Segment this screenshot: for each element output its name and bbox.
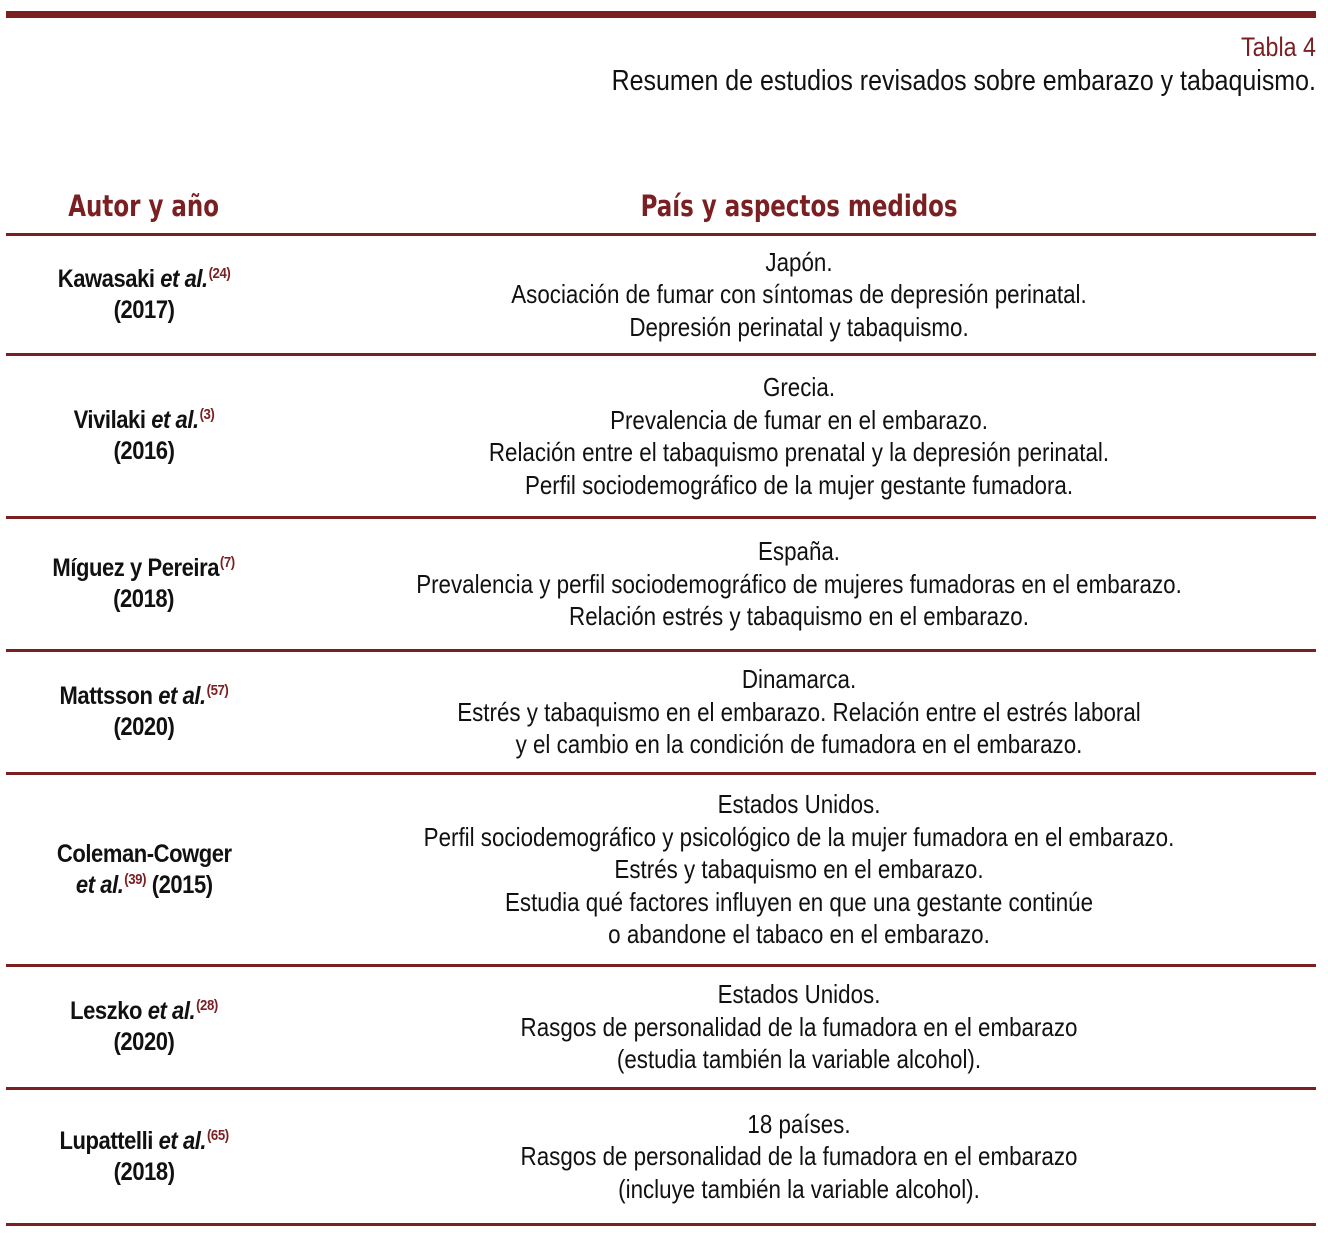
- reference-number: (3): [199, 406, 215, 423]
- author-cell: [6, 774, 282, 966]
- country: 18 países.: [747, 1108, 851, 1139]
- studies-table: [6, 178, 1316, 1226]
- author-cell: [6, 651, 282, 774]
- aspect-line: Relación entre el tabaquismo prenatal y la depresión perinatal.: [488, 437, 1110, 467]
- author-cell: [6, 966, 282, 1089]
- author-name: Leszko: [70, 997, 143, 1025]
- et-al: et al.: [158, 1126, 206, 1155]
- et-al: et al.: [160, 264, 208, 293]
- table-row: [6, 355, 1316, 518]
- country: España.: [757, 536, 841, 567]
- table-row: [6, 966, 1316, 1089]
- author-year: (2018): [113, 1157, 175, 1186]
- aspect-line: (estudia también la variable alcohol).: [616, 1044, 982, 1075]
- reference-number: (39): [124, 870, 146, 888]
- author-year: (2020): [113, 713, 175, 741]
- table-row: [6, 235, 1316, 355]
- author-year: (2020): [113, 1028, 175, 1056]
- table-row: [6, 651, 1316, 774]
- aspects-cell: [282, 518, 1316, 651]
- aspect-line: Prevalencia de fumar en el embarazo.: [610, 404, 988, 435]
- aspects-cell: [282, 355, 1316, 518]
- aspect-line: Rasgos de personalidad de la fumadora en el embarazo: [520, 1011, 1078, 1042]
- aspect-line: Depresión perinatal y tabaquismo.: [629, 311, 969, 342]
- column-header-aspects: [282, 178, 1316, 235]
- author-cell: [6, 518, 282, 651]
- aspects-cell: [282, 235, 1316, 355]
- aspects-cell: [282, 1089, 1316, 1225]
- author-year: (2018): [113, 585, 175, 613]
- reference-number: (7): [220, 554, 236, 571]
- table-row: [6, 774, 1316, 966]
- author-name: Mattsson: [59, 682, 153, 710]
- aspect-line: Estrés y tabaquismo en el embarazo. Relación entre el estrés laboral: [457, 696, 1141, 727]
- header-row: [6, 178, 1316, 235]
- aspects-cell: [282, 651, 1316, 774]
- aspect-line: Perfil sociodemográfico de la mujer gestante fumadora.: [524, 469, 1074, 500]
- table-row: [6, 518, 1316, 651]
- aspect-line: Prevalencia y perfil sociodemográfico de mujeres fumadoras en el embarazo.: [416, 568, 1182, 599]
- aspect-line: Estudia qué factores influyen en que una gestante continúe: [505, 886, 1093, 917]
- author-name: Kawasaki: [57, 264, 155, 293]
- column-header-author-label: Autor y año: [68, 188, 220, 223]
- author-name: Vivilaki: [73, 406, 146, 434]
- aspect-line: y el cambio en la condición de fumadora en el embarazo.: [515, 729, 1083, 760]
- aspect-line: Rasgos de personalidad de la fumadora en el embarazo: [520, 1141, 1078, 1172]
- aspects-cell: [282, 966, 1316, 1089]
- et-al: et al.: [158, 682, 206, 710]
- aspects-cell: [282, 774, 1316, 966]
- author-year: (2015): [151, 870, 213, 899]
- aspect-line: Asociación de fumar con síntomas de depresión perinatal.: [511, 279, 1087, 310]
- author-year: (2017): [113, 295, 175, 324]
- author-name: Lupattelli: [59, 1126, 153, 1155]
- author-cell: [6, 235, 282, 355]
- aspect-line: o abandone el tabaco en el embarazo.: [608, 919, 990, 950]
- et-al: et al.: [75, 870, 124, 899]
- reference-number: (24): [208, 264, 231, 282]
- country: Estados Unidos.: [717, 979, 881, 1010]
- aspect-line: Relación estrés y tabaquismo en el embarazo.: [569, 601, 1029, 632]
- author-cell: [6, 355, 282, 518]
- et-al: et al.: [151, 406, 199, 434]
- top-rule: [6, 11, 1316, 18]
- table-row: [6, 1089, 1316, 1225]
- aspect-line: Perfil sociodemográfico y psicológico de la mujer fumadora en el embarazo.: [423, 821, 1175, 852]
- column-header-aspects-label: País y aspectos medidos: [640, 188, 958, 223]
- author-name: Míguez y Pereira: [52, 554, 220, 582]
- aspect-line: (incluye también la variable alcohol).: [618, 1173, 980, 1204]
- et-al: et al.: [147, 997, 196, 1025]
- table-caption: [497, 30, 1316, 98]
- table-title: Resumen de estudios revisados sobre embarazo y tabaquismo.: [611, 65, 1316, 97]
- column-header-author: [6, 178, 282, 235]
- country: Dinamarca.: [741, 664, 857, 695]
- reference-number: (65): [206, 1126, 229, 1144]
- country: Grecia.: [762, 372, 836, 402]
- aspect-line: Estrés y tabaquismo en el embarazo.: [614, 854, 984, 885]
- reference-number: (28): [196, 997, 218, 1014]
- author-cell: [6, 1089, 282, 1225]
- reference-number: (57): [206, 682, 229, 699]
- author-year: (2016): [113, 437, 175, 465]
- author-name: Coleman-Cowger: [56, 839, 232, 868]
- country: Japón.: [765, 246, 833, 277]
- table-number: Tabla 4: [1241, 32, 1316, 62]
- country: Estados Unidos.: [717, 789, 881, 820]
